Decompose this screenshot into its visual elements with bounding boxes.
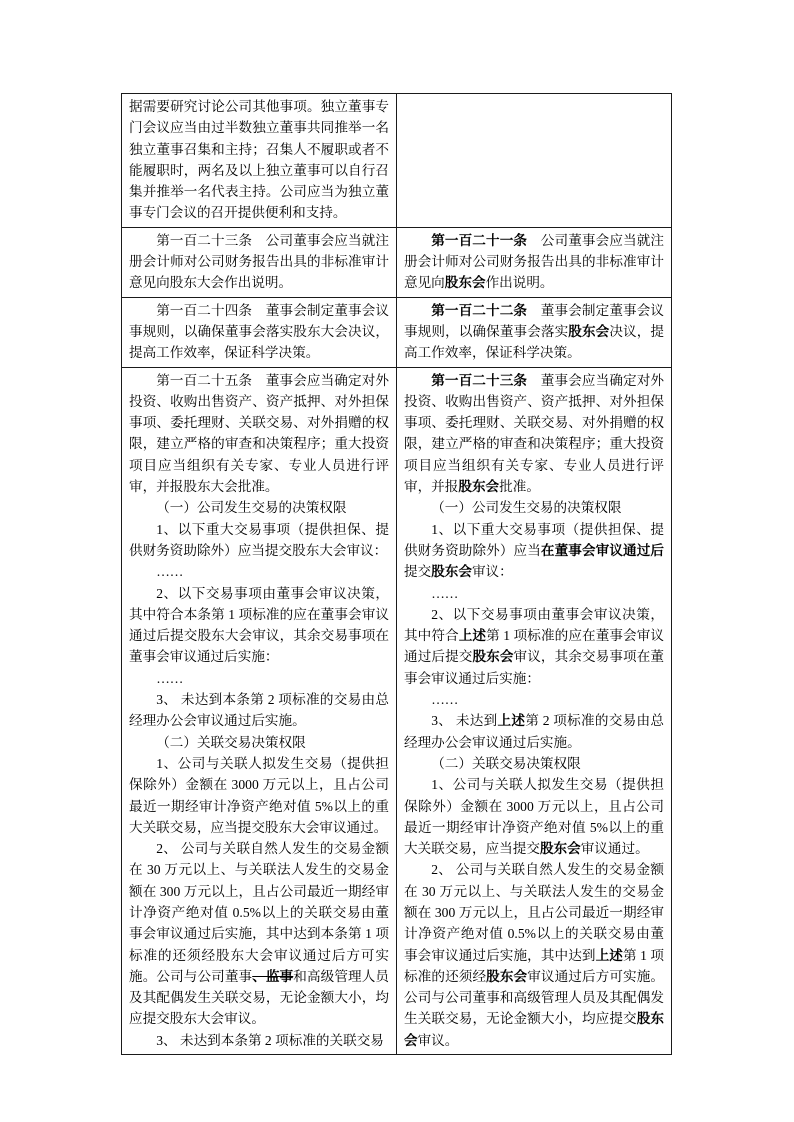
text-run: 公司董事会应当就注册会计师对公司财务报告出具的非标准审计意见向 bbox=[404, 232, 665, 291]
emphasized-text: 股东会 bbox=[486, 968, 528, 984]
new-version-cell-2 bbox=[397, 227, 672, 297]
paragraph bbox=[404, 710, 664, 753]
text-run: …… bbox=[431, 692, 459, 708]
paragraph bbox=[129, 519, 389, 562]
old-version-cell-3 bbox=[122, 297, 397, 367]
text-run: 1、以下重大交易事项（提供担保、提供财务资助除外）应当提交股东大会审议： bbox=[129, 521, 389, 558]
text-run: 3、 未达到本条第 2 项标准的关联交易 bbox=[156, 1032, 384, 1048]
emphasized-text: 股东会 bbox=[431, 564, 472, 580]
paragraph bbox=[129, 1030, 389, 1051]
text-run: 2、以下交易事项由董事会审议决策，其中符合 bbox=[404, 606, 664, 644]
text-run: 2、 公司与关联自然人发生的交易金额在 30 万元以上、与关联法人发生的交易金额在 300 万元以上，且占公司最近一期经审计净资产绝对值 0.5%以上的关联交易由董事会审议通过后实施，其中达到本条第 1 项标准的还须经股东大会审议通过后方可实施。公司与公司董事 bbox=[129, 841, 389, 984]
text-run: 审议。 bbox=[417, 1032, 459, 1048]
text-run: …… bbox=[431, 585, 459, 601]
row-board-rules-clause bbox=[122, 297, 672, 367]
paragraph bbox=[404, 689, 664, 710]
emphasized-text: 股东会 bbox=[472, 649, 514, 665]
text-run: 第 2 项标准的交易由总经理办公会审议通过后实施。 bbox=[404, 713, 665, 750]
text-run: （一）公司发生交易的决策权限 bbox=[156, 500, 347, 516]
row-independent-director-meetings bbox=[122, 94, 672, 228]
old-version-cell-2 bbox=[122, 227, 397, 297]
paragraph bbox=[129, 300, 389, 364]
paragraph bbox=[129, 497, 389, 518]
text-run: 1、以下重大交易事项（提供担保、提供财务资助除外）应当 bbox=[404, 521, 664, 558]
emphasized-text: 股东会 bbox=[568, 323, 610, 339]
text-run: 第一百二十五条 董事会应当确定对外投资、收购出售资产、资产抵押、对外担保事项、委托理财、关联交易、对外捐赠的权限，建立严格的审查和决策程序；重大投资项目应当组织有关专家、专业人员进行评审，并报股东大会批准。 bbox=[129, 372, 389, 495]
text-run: 审议通过。 bbox=[580, 841, 649, 857]
new-version-cell-1 bbox=[397, 94, 672, 228]
emphasized-text: 股东会 bbox=[404, 1011, 665, 1048]
emphasized-text: 第一百二十三条 bbox=[431, 372, 528, 388]
old-version-cell-1 bbox=[122, 94, 397, 228]
text-run: （一）公司发生交易的决策权限 bbox=[431, 500, 622, 516]
text-run: 1、公司与关联人拟发生交易（提供担保除外）金额在 3000 万元以上，且占公司最近一期经审计净资产绝对值 5%以上的重大关联交易，应当提交股东大会审议通过。 bbox=[129, 755, 389, 835]
emphasized-text: 股东会 bbox=[539, 841, 581, 857]
paragraph bbox=[129, 561, 389, 582]
paragraph bbox=[129, 96, 389, 224]
paragraph bbox=[129, 732, 389, 753]
text-run: 审议，其余交易事项在董事会审议通过后实施： bbox=[404, 649, 665, 686]
emphasized-text: 第一百二十一条 bbox=[431, 232, 528, 248]
emphasized-text: 上述 bbox=[595, 947, 623, 963]
text-run: 第一百二十三条 公司董事会应当就注册会计师对公司财务报告出具的非标准审计意见向股东大会作出说明。 bbox=[129, 232, 389, 291]
paragraph bbox=[129, 753, 389, 838]
text-run: 提交 bbox=[404, 564, 432, 580]
paragraph bbox=[404, 230, 664, 294]
deleted-text: 、监事 bbox=[252, 968, 294, 984]
paragraph bbox=[404, 604, 664, 689]
emphasized-text: 上述 bbox=[458, 628, 487, 644]
text-run: 董事会应当确定对外投资、收购出售资产、资产抵押、对外担保事项、委托理财、关联交易、对外捐赠的权限，建立严格的审查和决策程序；重大投资项目应当组织有关专家、专业人员进行评审，并报 bbox=[404, 372, 665, 495]
paragraph bbox=[404, 583, 664, 604]
text-run: 第一百二十四条 董事会制定董事会议事规则，以确保董事会落实股东大会决议，提高工作效率，保证科学决策。 bbox=[129, 302, 389, 361]
emphasized-text: 在董事会审议通过后 bbox=[540, 542, 665, 558]
emphasized-text: 上述 bbox=[497, 713, 526, 729]
text-run: 批准。 bbox=[499, 479, 540, 495]
emphasized-text: 第一百二十二条 bbox=[431, 302, 528, 318]
text-run: （二）关联交易决策权限 bbox=[156, 734, 306, 750]
paragraph bbox=[129, 583, 389, 668]
row-audit-opinion-clause bbox=[122, 227, 672, 297]
paragraph bbox=[129, 668, 389, 689]
paragraph bbox=[404, 497, 664, 518]
paragraph bbox=[404, 859, 664, 1051]
text-run: 董事会制定董事会议事规则，以确保董事会落实 bbox=[404, 302, 665, 339]
text-run: 据需要研究讨论公司其他事项。独立董事专门会议应当由过半数独立董事共同推举一名独立董事召集和主持；召集人不履职或者不能履职时，两名及以上独立董事可以自行召集并推举一名代表主持。公司应当为独立董事专门会议的召开提供便利和支持。 bbox=[129, 99, 389, 221]
paragraph bbox=[129, 689, 389, 732]
text-run: 2、 公司与关联自然人发生的交易金额在 30 万元以上、与关联法人发生的交易金额在 300 万元以上，且占公司最近一期经审计净资产绝对值 0.5%以上的关联交易由董事会审议通过后实施，其中达到 bbox=[404, 862, 664, 963]
paragraph bbox=[404, 300, 664, 364]
text-run: 2、以下交易事项由董事会审议决策，其中符合本条第 1 项标准的应在董事会审议通过后提交股东大会审议，其余交易事项在董事会审议通过后实施： bbox=[129, 585, 389, 665]
text-run: 作出说明。 bbox=[485, 275, 554, 291]
comparison-table-body bbox=[122, 94, 672, 1055]
text-run: 3、 未达到 bbox=[431, 713, 498, 729]
new-version-cell-4 bbox=[397, 367, 672, 1055]
paragraph bbox=[404, 774, 664, 859]
paragraph bbox=[404, 753, 664, 774]
row-decision-authority-clause bbox=[122, 367, 672, 1055]
text-run: （二）关联交易决策权限 bbox=[431, 755, 581, 771]
paragraph bbox=[129, 230, 389, 294]
paragraph bbox=[404, 519, 664, 583]
text-run: 3、 未达到本条第 2 项标准的交易由总经理办公会审议通过后实施。 bbox=[129, 692, 389, 729]
text-run: 第 1 项标准的还须经 bbox=[404, 947, 665, 984]
text-run: 1、公司与关联人拟发生交易（提供担保除外）金额在 3000 万元以上，且占公司最近一期经审计净资产绝对值 5%以上的重大关联交易，应当提交 bbox=[404, 777, 664, 857]
paragraph bbox=[129, 838, 389, 1030]
text-run: 审议通过后方可实施。公司与公司董事和高级管理人员及其配偶发生关联交易，无论金额大小，均应提交 bbox=[404, 968, 665, 1027]
paragraph bbox=[404, 370, 664, 498]
old-version-cell-4 bbox=[122, 367, 397, 1055]
text-run: 决议，提高工作效率，保证科学决策。 bbox=[404, 323, 665, 361]
new-version-cell-3 bbox=[397, 297, 672, 367]
text-run: …… bbox=[156, 670, 184, 686]
text-run: 审议： bbox=[471, 564, 513, 580]
text-run: 第 1 项标准的应在董事会审议通过后提交 bbox=[404, 628, 665, 665]
paragraph bbox=[129, 370, 389, 498]
emphasized-text: 股东会 bbox=[444, 275, 486, 291]
text-run: 和高级管理人员及其配偶发生关联交易，无论金额大小，均应提交股东大会审议。 bbox=[129, 968, 390, 1027]
emphasized-text: 股东会 bbox=[458, 479, 500, 495]
comparison-table bbox=[121, 93, 672, 1055]
text-run: …… bbox=[156, 564, 184, 580]
